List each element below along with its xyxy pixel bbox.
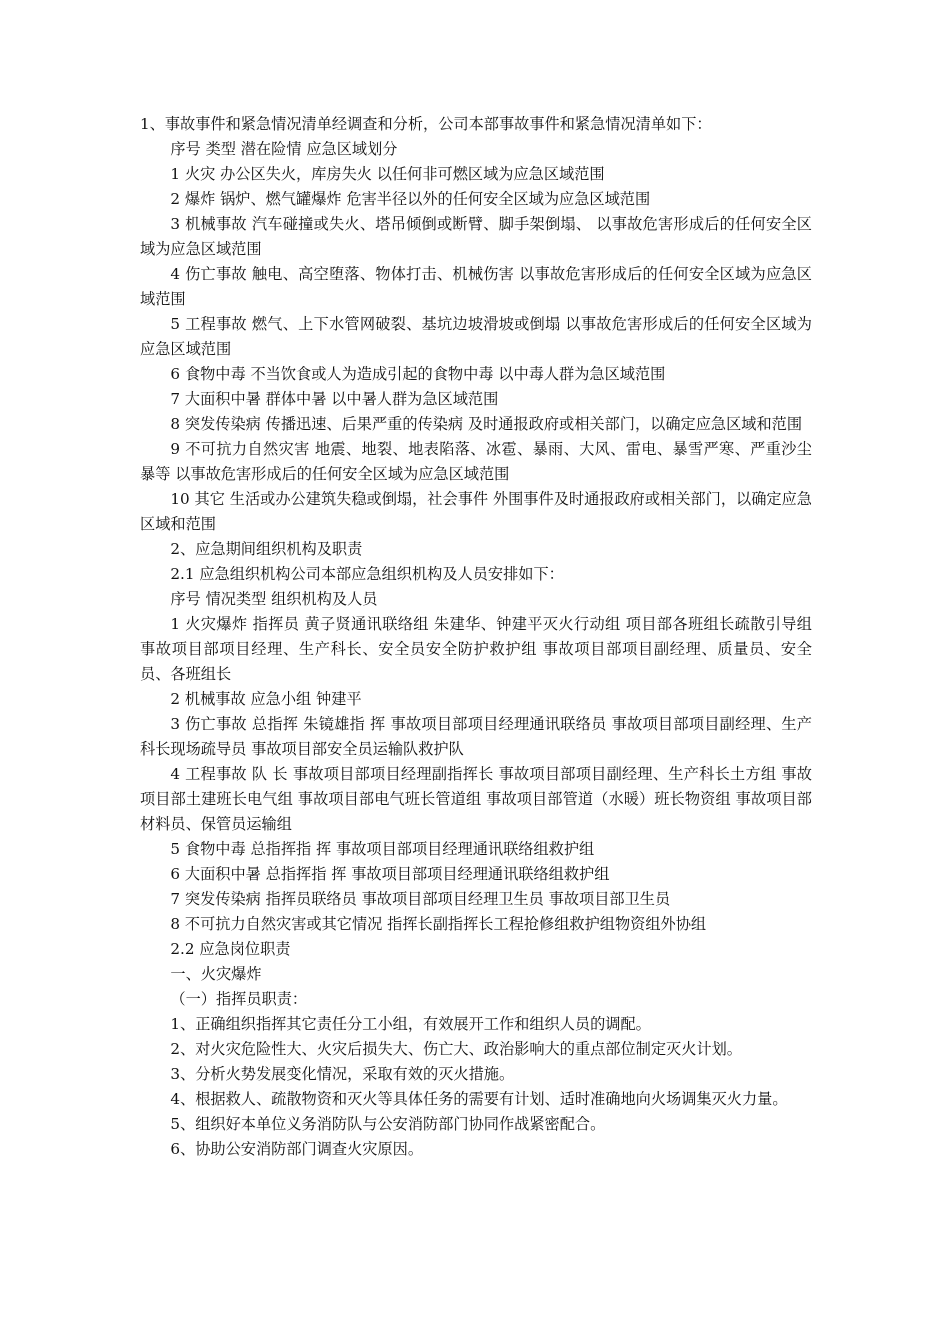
subsection-heading: 2.1 应急组织机构公司本部应急组织机构及人员安排如下： [170,565,564,583]
paragraph: 2 爆炸 锅炉、燃气罐爆炸 危害半径以外的任何安全区域为应急区域范围 [170,190,651,208]
subsection-heading: 2.2 应急岗位职责 [170,940,291,958]
paragraph: 8 不可抗力自然灾害或其它情况 指挥长副指挥长工程抢修组救护组物资组外协组 [170,915,707,933]
paragraph: 2 机械事故 应急小组 钟建平 [170,690,362,708]
paragraph: 1、事故事件和紧急情况清单经调查和分析，公司本部事故事件和紧急情况清单如下： [140,115,712,133]
paragraph: 6 大面积中暑 总指挥指 挥 事故项目部项目经理通讯联络组救护组 [170,865,610,883]
paragraph: 10 其它 生活或办公建筑失稳或倒塌，社会事件 外围事件及时通报政府或相关部门，以确定应急区域和范围 [140,490,812,533]
paragraph: 1 火灾爆炸 指挥员 黄子贤通讯联络组 朱建华、钟建平灭火行动组 项目部各班组长疏散引导组 事故项目部项目经理、生产科长、安全员安全防护救护组 事故项目部项目副经理、质量员、安全员、各班组长 [140,615,812,683]
list-item: 6、协助公安消防部门调查火灾原因。 [170,1140,424,1158]
section-heading: 一、火灾爆炸 [170,965,262,983]
paragraph: 序号 情况类型 组织机构及人员 [170,590,378,608]
section-heading: 2、应急期间组织机构及职责 [170,540,363,558]
paragraph: 4 工程事故 队 长 事故项目部项目经理副指挥长 事故项目部项目副经理、生产科长土方组 事故项目部土建班长电气组 事故项目部电气班长管道组 事故项目部管道（水暖）班长物资组 事故项目部材料员、保管员运输组 [140,765,812,833]
paragraph: 3 伤亡事故 总指挥 朱镜雄指 挥 事故项目部项目经理通讯联络员 事故项目部项目副经理、生产科长现场疏导员 事故项目部安全员运输队救护队 [140,715,812,758]
paragraph: 5 食物中毒 总指挥指 挥 事故项目部项目经理通讯联络组救护组 [170,840,595,858]
paragraph: 5 工程事故 燃气、上下水管网破裂、基坑边坡滑坡或倒塌 以事故危害形成后的任何安全区域为应急区域范围 [140,315,812,358]
paragraph: 7 突发传染病 指挥员联络员 事故项目部项目经理卫生员 事故项目部卫生员 [170,890,671,908]
paragraph: 9 不可抗力自然灾害 地震、地裂、地表陷落、冰雹、暴雨、大风、雷电、暴雪严寒、严重沙尘暴等 以事故危害形成后的任何安全区域为应急区域范围 [140,440,812,483]
document-page [140,112,812,1162]
paragraph: 4 伤亡事故 触电、高空堕落、物体打击、机械伤害 以事故危害形成后的任何安全区域为应急区域范围 [140,265,812,308]
list-item: 3、分析火势发展变化情况，采取有效的灭火措施。 [170,1065,515,1083]
list-item: 1、正确组织指挥其它责任分工小组，有效展开工作和组织人员的调配。 [170,1015,651,1033]
paragraph: 7 大面积中暑 群体中暑 以中暑人群为急区域范围 [170,390,499,408]
list-item: 4、根据救人、疏散物资和灭火等具体任务的需要有计划、适时准确地向火场调集灭火力量。 [170,1090,788,1108]
paragraph: 3 机械事故 汽车碰撞或失火、塔吊倾倒或断臂、脚手架倒塌、 以事故危害形成后的任何安全区域为应急区域范围 [140,215,812,258]
list-item: 5、组织好本单位义务消防队与公安消防部门协同作战紧密配合。 [170,1115,606,1133]
list-item: 2、对火灾危险性大、火灾后损失大、伤亡大、政治影响大的重点部位制定灭火计划。 [170,1040,742,1058]
subsection-heading: （一）指挥员职责： [170,990,308,1008]
paragraph: 1 火灾 办公区失火，库房失火 以任何非可燃区域为应急区域范围 [170,165,605,183]
paragraph: 6 食物中毒 不当饮食或人为造成引起的食物中毒 以中毒人群为急区域范围 [170,365,666,383]
paragraph: 8 突发传染病 传播迅速、后果严重的传染病 及时通报政府或相关部门，以确定应急区域和范围 [170,415,803,433]
paragraph: 序号 类型 潜在险情 应急区域划分 [170,140,398,158]
